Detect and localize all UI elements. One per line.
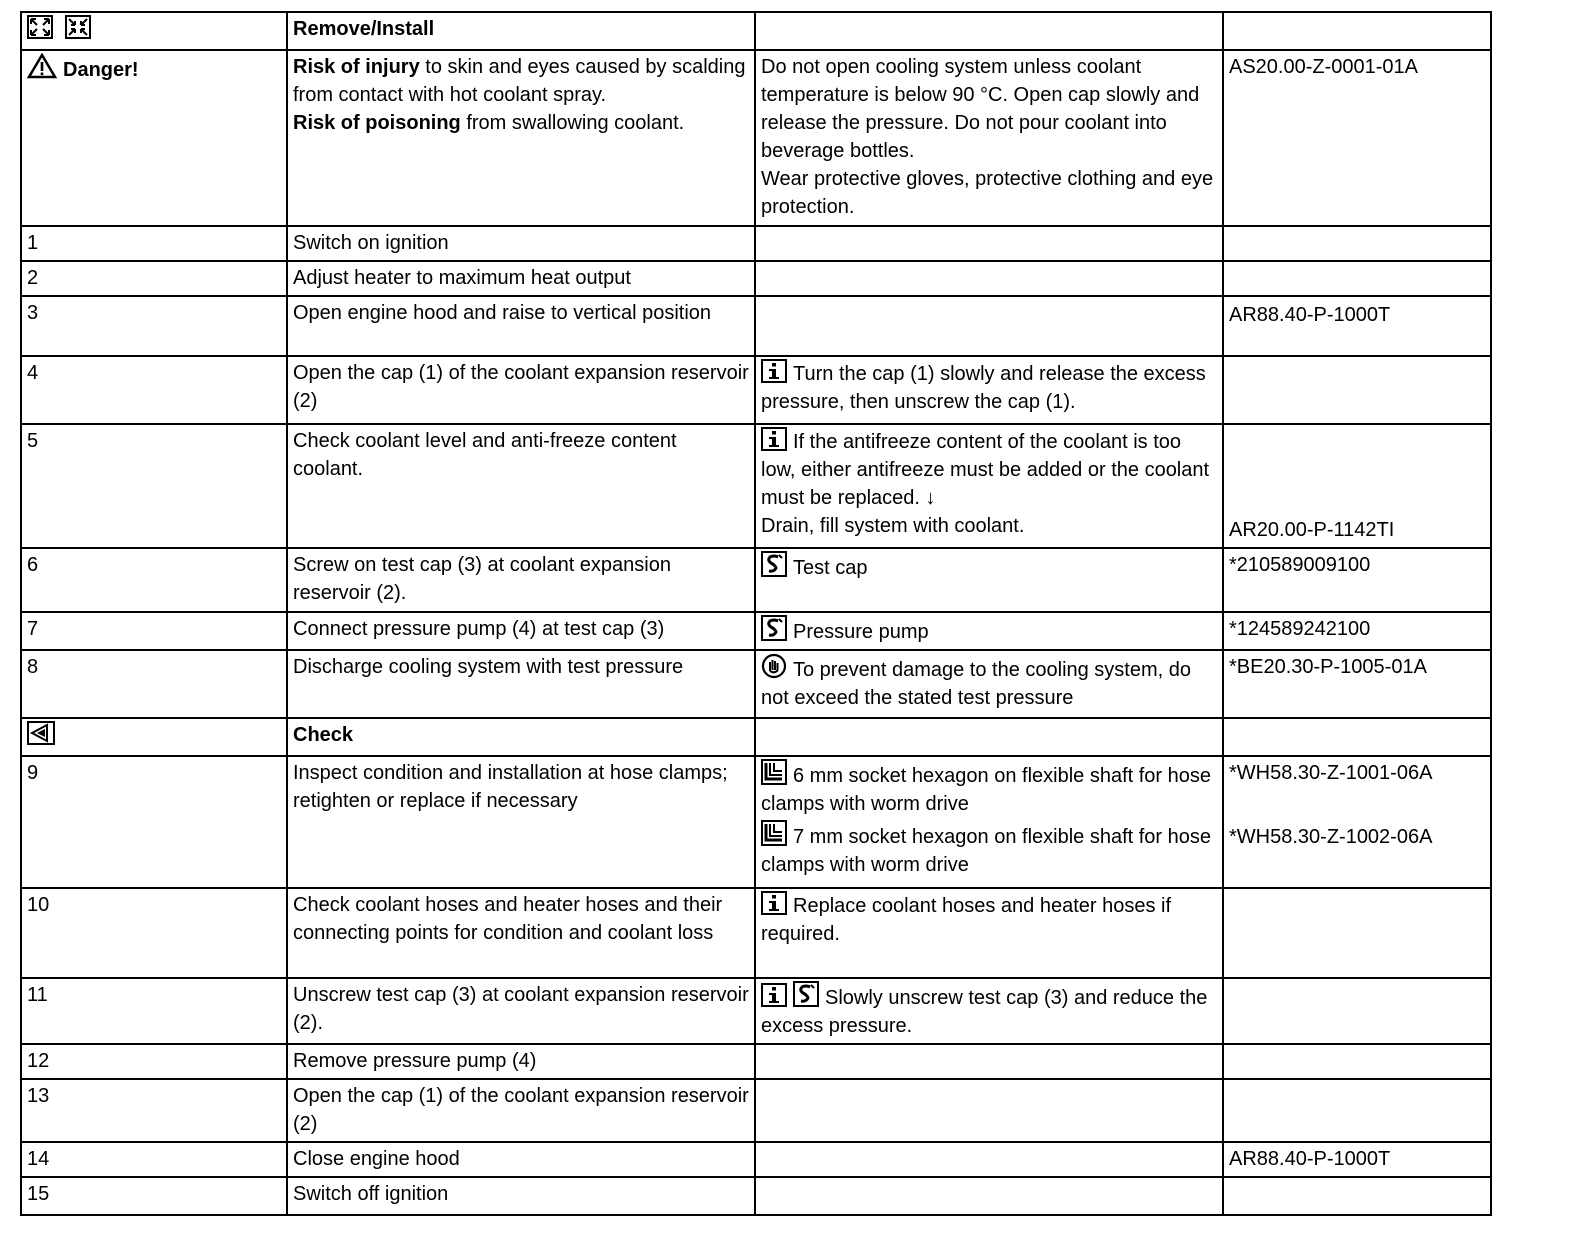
step-text: Discharge cooling system with test pressure bbox=[287, 650, 755, 718]
info-icon bbox=[761, 359, 787, 383]
step-ref bbox=[1223, 1044, 1491, 1079]
step-ref bbox=[1223, 226, 1491, 261]
table-row bbox=[21, 1177, 1491, 1215]
danger-note-cell: Do not open cooling system unless coolant temperature is below 90 °C. Open cap slowly and release the pressure. Do not pour coolant into beverage bottles. Wear protective gloves, protective clothing and eye protection. bbox=[755, 50, 1223, 226]
step-text: Check coolant level and anti-freeze content coolant. bbox=[287, 424, 755, 548]
table-row bbox=[21, 1044, 1491, 1079]
step-ref: AR88.40-P-1000T bbox=[1223, 1142, 1491, 1177]
table-row bbox=[21, 978, 1491, 1044]
info-icon bbox=[761, 427, 787, 451]
step-note bbox=[755, 261, 1223, 296]
step-text: Screw on test cap (3) at coolant expansion reservoir (2). bbox=[287, 548, 755, 612]
table-row bbox=[21, 650, 1491, 718]
step-number: 13 bbox=[21, 1079, 287, 1142]
step-number: 5 bbox=[21, 424, 287, 548]
step-number: 1 bbox=[21, 226, 287, 261]
step-ref bbox=[1223, 1177, 1491, 1215]
step-text: Connect pressure pump (4) at test cap (3) bbox=[287, 612, 755, 650]
step-ref: *210589009100 bbox=[1223, 548, 1491, 612]
step-ref: *WH58.30-Z-1001-06A *WH58.30-Z-1002-06A bbox=[1223, 756, 1491, 888]
step-note bbox=[755, 1079, 1223, 1142]
step-text: Unscrew test cap (3) at coolant expansion reservoir (2). bbox=[287, 978, 755, 1044]
danger-risk-cell: Risk of injury to skin and eyes caused by scalding from contact with hot coolant spray. Risk of poisoning from swallowing coolant. bbox=[287, 50, 755, 226]
step-text: Inspect condition and installation at hose clamps; retighten or replace if necessary bbox=[287, 756, 755, 888]
step-number: 10 bbox=[21, 888, 287, 978]
special-tool-icon bbox=[761, 551, 787, 577]
table-row bbox=[21, 356, 1491, 424]
header-icons-cell bbox=[21, 12, 287, 50]
procedure-table bbox=[20, 11, 1492, 1216]
table-row bbox=[21, 548, 1491, 612]
warning-triangle-icon bbox=[27, 53, 57, 79]
check-row bbox=[21, 718, 1491, 756]
danger-label-cell: Danger! bbox=[21, 50, 287, 226]
danger-ref-cell: AS20.00-Z-0001-01A bbox=[1223, 50, 1491, 226]
step-text: Switch on ignition bbox=[287, 226, 755, 261]
table-row bbox=[21, 612, 1491, 650]
check-title: Check bbox=[287, 718, 755, 756]
expand-arrows-icon bbox=[27, 15, 53, 39]
step-number: 14 bbox=[21, 1142, 287, 1177]
step-text: Open engine hood and raise to vertical position bbox=[287, 296, 755, 356]
special-tool-icon bbox=[761, 615, 787, 641]
table-row bbox=[21, 226, 1491, 261]
step-text: Close engine hood bbox=[287, 1142, 755, 1177]
step-ref bbox=[1223, 261, 1491, 296]
step-number: 15 bbox=[21, 1177, 287, 1215]
step-note: Slowly unscrew test cap (3) and reduce the excess pressure. bbox=[755, 978, 1223, 1044]
step-number: 7 bbox=[21, 612, 287, 650]
step-number: 9 bbox=[21, 756, 287, 888]
step-text: Switch off ignition bbox=[287, 1177, 755, 1215]
step-number: 12 bbox=[21, 1044, 287, 1079]
table-row bbox=[21, 1079, 1491, 1142]
step-note: Test cap bbox=[755, 548, 1223, 612]
step-note: Turn the cap (1) slowly and release the excess pressure, then unscrew the cap (1). bbox=[755, 356, 1223, 424]
header-empty-3 bbox=[755, 12, 1223, 50]
step-text: Open the cap (1) of the coolant expansion reservoir (2) bbox=[287, 356, 755, 424]
caution-hand-icon bbox=[761, 653, 787, 679]
header-row bbox=[21, 12, 1491, 50]
step-note bbox=[755, 1142, 1223, 1177]
step-note bbox=[755, 1177, 1223, 1215]
step-ref bbox=[1223, 1079, 1491, 1142]
table-row bbox=[21, 424, 1491, 548]
step-text: Adjust heater to maximum heat output bbox=[287, 261, 755, 296]
step-note bbox=[755, 296, 1223, 356]
step-number: 8 bbox=[21, 650, 287, 718]
table-row bbox=[21, 756, 1491, 888]
step-number: 3 bbox=[21, 296, 287, 356]
step-note: Pressure pump bbox=[755, 612, 1223, 650]
table-row bbox=[21, 888, 1491, 978]
collapse-arrows-icon bbox=[65, 15, 91, 39]
info-icon bbox=[761, 891, 787, 915]
step-ref bbox=[1223, 978, 1491, 1044]
step-number: 11 bbox=[21, 978, 287, 1044]
check-flag-icon bbox=[27, 721, 55, 745]
workshop-tool-icon bbox=[761, 759, 787, 785]
step-note: Replace coolant hoses and heater hoses if required. bbox=[755, 888, 1223, 978]
step-ref: AR88.40-P-1000T bbox=[1223, 296, 1491, 356]
workshop-tool-icon bbox=[761, 820, 787, 846]
header-empty-4 bbox=[1223, 12, 1491, 50]
danger-row bbox=[21, 50, 1491, 226]
table-row bbox=[21, 261, 1491, 296]
step-number: 4 bbox=[21, 356, 287, 424]
step-ref bbox=[1223, 356, 1491, 424]
step-note bbox=[755, 1044, 1223, 1079]
check-empty-4 bbox=[1223, 718, 1491, 756]
info-icon bbox=[761, 983, 787, 1007]
step-note: To prevent damage to the cooling system, do not exceed the stated test pressure bbox=[755, 650, 1223, 718]
step-ref: *124589242100 bbox=[1223, 612, 1491, 650]
step-text: Check coolant hoses and heater hoses and their connecting points for condition and coolant loss bbox=[287, 888, 755, 978]
step-text: Remove pressure pump (4) bbox=[287, 1044, 755, 1079]
step-ref: AR20.00-P-1142TI bbox=[1223, 424, 1491, 548]
special-tool-icon bbox=[793, 981, 819, 1007]
step-ref: *BE20.30-P-1005-01A bbox=[1223, 650, 1491, 718]
step-note: If the antifreeze content of the coolant is too low, either antifreeze must be added or the coolant must be replaced. ↓ Drain, fill system with coolant. bbox=[755, 424, 1223, 548]
table-row bbox=[21, 1142, 1491, 1177]
step-text: Open the cap (1) of the coolant expansion reservoir (2) bbox=[287, 1079, 755, 1142]
step-note bbox=[755, 226, 1223, 261]
step-number: 6 bbox=[21, 548, 287, 612]
table-row bbox=[21, 296, 1491, 356]
step-note: 6 mm socket hexagon on flexible shaft for hose clamps with worm drive 7 mm socket hexagon on flexible shaft for hose clamps with worm drive bbox=[755, 756, 1223, 888]
check-icon-cell bbox=[21, 718, 287, 756]
check-empty-3 bbox=[755, 718, 1223, 756]
step-ref bbox=[1223, 888, 1491, 978]
header-title: Remove/Install bbox=[287, 12, 755, 50]
step-number: 2 bbox=[21, 261, 287, 296]
